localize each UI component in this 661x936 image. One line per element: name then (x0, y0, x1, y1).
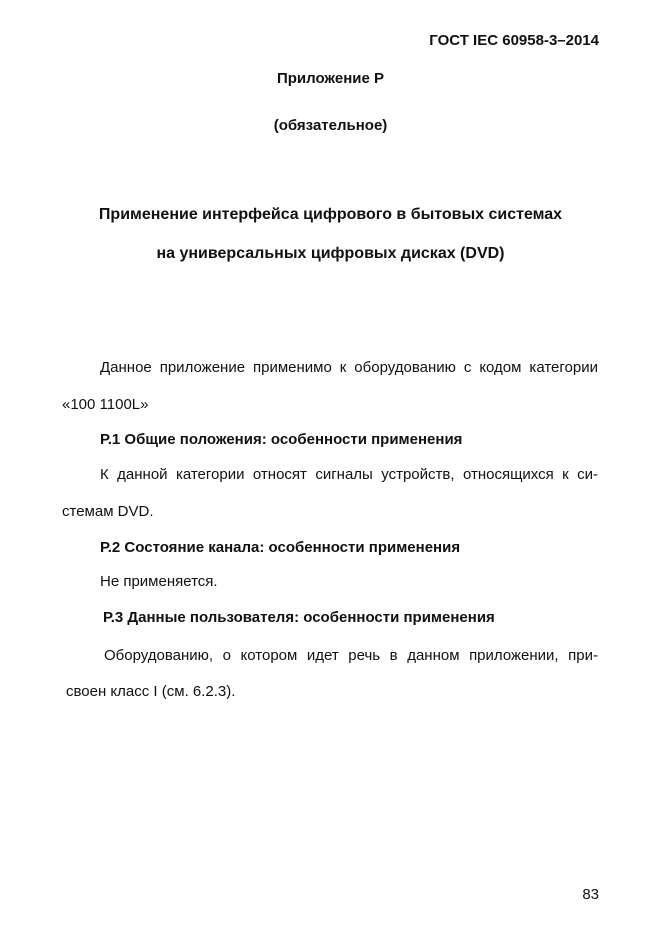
appendix-heading-line1: Применение интерфейса цифрового в бытовых системах (98, 206, 563, 223)
section1-heading: Р.1 Общие положения: особенности применения (100, 431, 463, 448)
section2-text: Не применяется. (100, 573, 218, 590)
word: о (222, 647, 231, 664)
section2-heading: Р.2 Состояние канала: особенности применения (100, 539, 461, 556)
word: при- (568, 647, 598, 664)
word: устройств, (381, 466, 455, 483)
appendix-status: (обязательное) (273, 117, 388, 134)
section3-line2: своен класс I (см. 6.2.3). (66, 683, 236, 700)
page-number: 83 (582, 886, 599, 903)
word: К (100, 466, 109, 483)
section1-line2: стемам DVD. (62, 503, 154, 520)
appendix-title: Приложение Р (276, 70, 385, 87)
word: оборудованию (354, 359, 456, 376)
word: речь (348, 647, 381, 664)
section1-line1 (100, 466, 598, 483)
word: с (463, 359, 472, 376)
intro-line1 (100, 359, 598, 376)
word: категории (175, 466, 245, 483)
standard-code: ГОСТ IEC 60958-3–2014 (429, 32, 599, 49)
word: приложении, (469, 647, 559, 664)
word: си- (577, 466, 598, 483)
word: категории (529, 359, 598, 376)
word: относящихся (462, 466, 554, 483)
intro-line2: «100 1100L» (62, 396, 149, 413)
word: данной (117, 466, 168, 483)
word: Данное (100, 359, 152, 376)
word: в (389, 647, 398, 664)
word: к (339, 359, 347, 376)
word: кодом (479, 359, 522, 376)
word: применимо (253, 359, 332, 376)
word: данном (407, 647, 460, 664)
section3-heading: Р.3 Данные пользователя: особенности применения (103, 609, 495, 626)
word: идет (306, 647, 339, 664)
word: сигналы (315, 466, 373, 483)
appendix-heading-line2: на универсальных цифровых дисках (DVD) (156, 245, 505, 262)
word: Оборудованию, (104, 647, 214, 664)
word: котором (240, 647, 298, 664)
word: относят (252, 466, 307, 483)
section3-line1 (104, 647, 598, 664)
word: приложение (159, 359, 246, 376)
word: к (562, 466, 569, 483)
